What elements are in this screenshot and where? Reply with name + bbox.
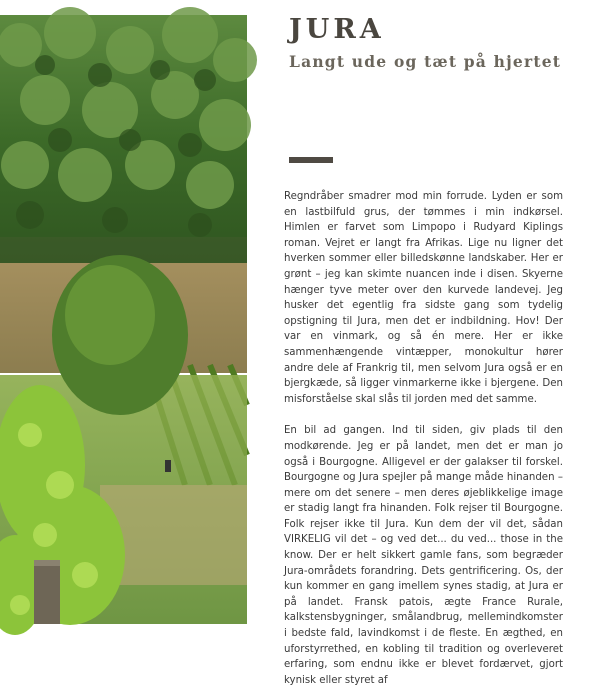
page-title: JURA xyxy=(289,14,385,45)
title-divider xyxy=(289,157,333,163)
article-paragraph-2: En bil ad gangen. Ind til siden, giv plads til den modkørende. Jeg er på landet, men det er man jo også i Bourgogne. Alligevel er der galakser til forskel. Bourgogne og Jura spejler på mange måde hinanden – mere om det senere – men deres øjeblikkelige image er stadig langt fra hinanden. Folk rejser til Bourgogne. Folk rejser ikke til Jura. Kun dem der vil det, sådan VIRKELIG vil det – og ved det... du ved... those in the know. Der er helt sikkert gamle fans, som begræder Jura-områdets forandring. Dets gentrificering. Os, der kun kommer en gang imellem synes stadig, at Jura er på landet. Fransk patois, ægte France Rurale, kalkstensbygninger, smålandbrug, mellemindkomster i bedste fald, lavindkomst i de fleste. En ægthed, en uforstyrrethed, en kobling til tradition og overleveret erfaring, som endnu ikke er blevet fordærvet, gjort kynisk eller styret af xyxy=(284,425,563,686)
vineyard-photo xyxy=(0,15,247,624)
article-body xyxy=(284,189,563,686)
page-subtitle: Langt ude og tæt på hjertet xyxy=(289,52,562,71)
article-paragraph-1: Regndråber smadrer mod min forrude. Lyden er som en lastbilfuld grus, der tømmes i min indkørsel. Himlen er farvet som Limpopo i Rudyard Kiplings roman. Vejret er langt fra Afrikas. Lige nu ligner det hverken sommer eller billedskønne landskaber. Her er grønt – jeg kan skimte nuancen inde i disen. Skyerne hænger tyve meter over den kurvede landevej. Jeg husker det egentlig fra sidste gang som tydelig opstigning til Jura, men det er indbildning. Hov! Der var en vinmark, og så én mere. Her er ikke sammenhængende vintæpper, monokultur hører andre dele af Frankrig til, men selvom Jura også er en bjergkæde, så ligger vinmarkerne ikke i bjergene. Den misforståelse skal slås til jorden med det samme. xyxy=(284,191,563,405)
